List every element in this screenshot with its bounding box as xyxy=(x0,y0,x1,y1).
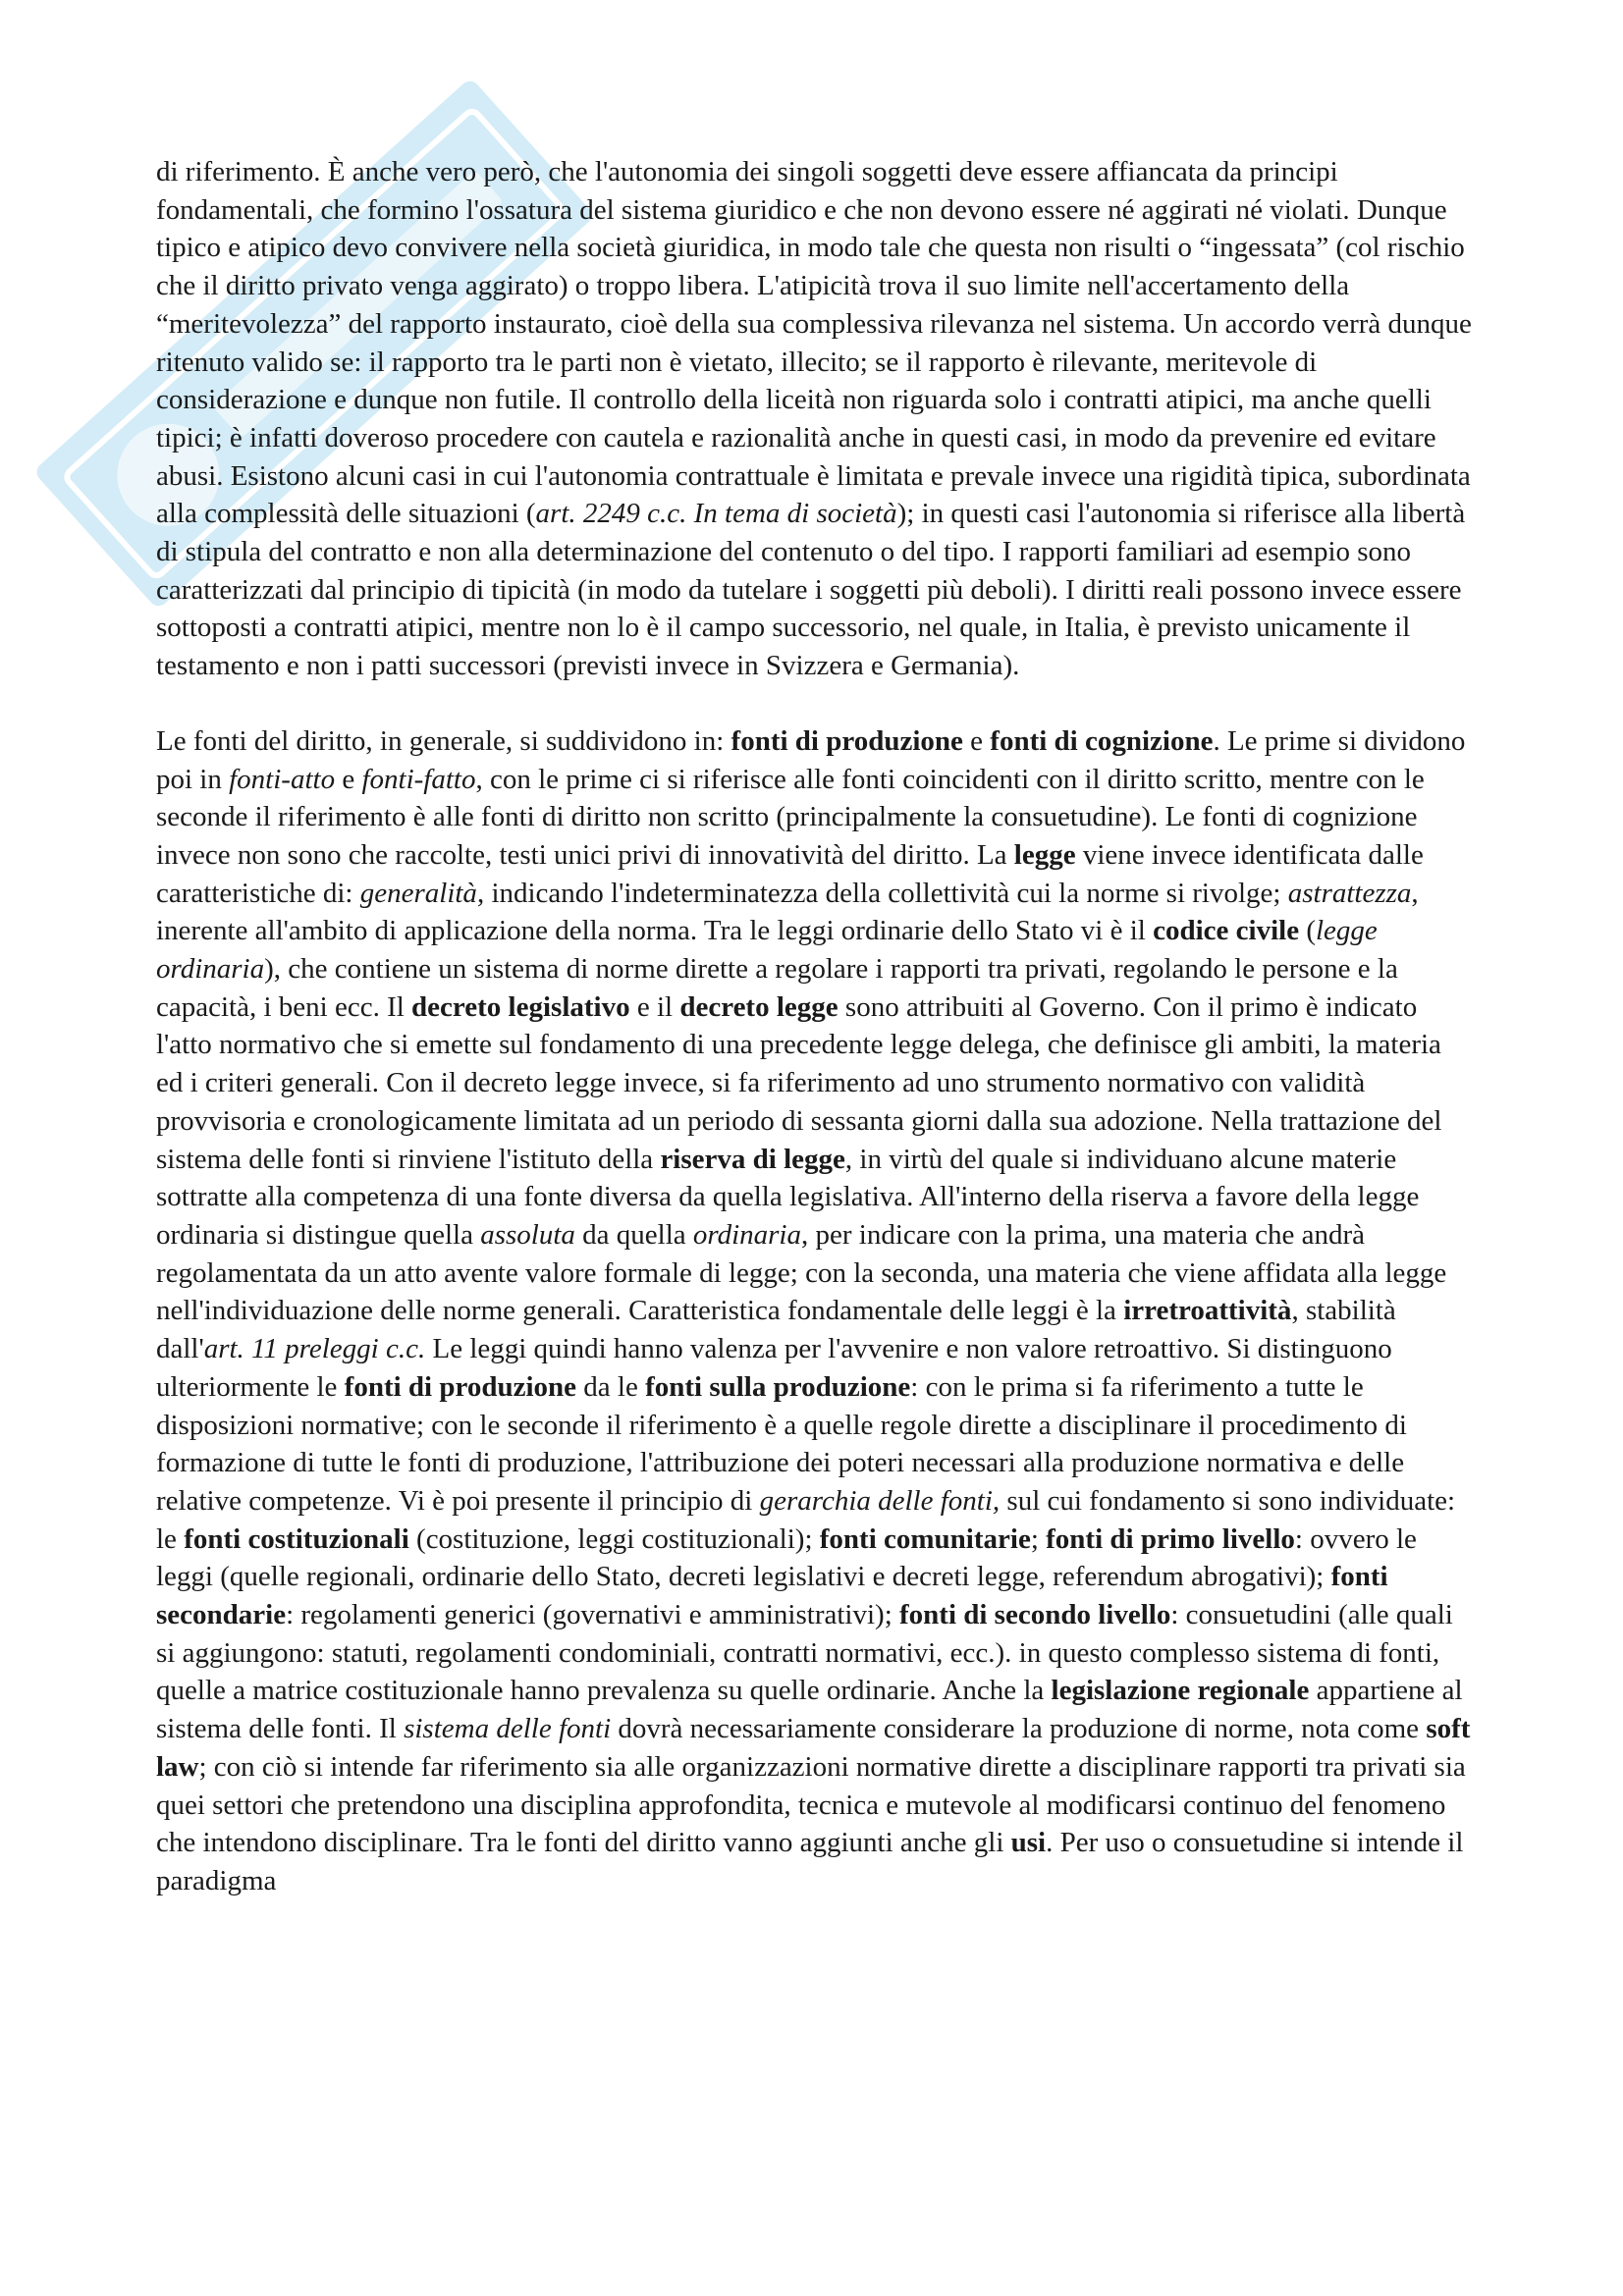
text-run: . Per uso o consuetudine si intende il paradigma xyxy=(156,1827,1464,1896)
text-run: ); in questi casi l'autonomia si riferisce alla libertà di stipula del contratto e non alla determinazione del contenuto o del tipo. I rapporti familiari ad esempio sono caratterizzati dal principio di tipicità (in modo da tutelare i soggetti più deboli). I diritti reali possono invece essere sottoposti a contratti atipici, mentre non lo è il campo successorio, nel quale, in Italia, è previsto unicamente il testamento e non i patti successori (previsti invece in Svizzera e Germania). xyxy=(156,498,1466,682)
bold-term: fonti di cognizione xyxy=(990,724,1214,757)
bold-term: fonti di produzione xyxy=(344,1370,577,1403)
bold-term: legislazione regionale xyxy=(1051,1675,1310,1707)
text-run: da le xyxy=(576,1370,646,1403)
text-run: ), che contiene un sistema di norme dirette a regolare i rapporti tra privati, regolando le persone e la capacità, i beni ecc. Il xyxy=(156,953,1398,1023)
italic-term: fonti-atto xyxy=(229,763,336,795)
text-run: ( xyxy=(1299,915,1316,947)
text-run: , con le prime ci si riferisce alle fonti coincidenti con il diritto scritto, mentre con le seconde il riferimento è alle fonti di diritto non scritto (principalmente la consuetudine). Le fonti di cognizione invece non sono che raccolte, testi unici privi di innovatività del diritto. La xyxy=(156,763,1425,871)
text-run: sono attribuiti al Governo. Con il primo è indicato l'atto normativo che si emette sul fondamento di una precedente legge delega, che definisce gli ambiti, la materia ed i criteri generali. Con il decreto legge invece, si fa riferimento ad uno strumento normativo con validità provvisoria e cronologicamente limitata ad un periodo di sessanta giorni dalla sua adozione. Nella trattazione del sistema delle fonti si rinviene l'istituto della xyxy=(156,990,1442,1175)
text-run: : con le prima si fa riferimento a tutte le disposizioni normative; con le seconde il riferimento è a quelle regole dirette a disciplinare il procedimento di formazione di tutte le fonti di produzione, l'attribuzione dei poteri necessari alla produzione normativa e delle relative competenze. Vi è poi presente il principio di xyxy=(156,1370,1407,1517)
text-run: viene invece identificata dalle caratteristiche di: xyxy=(156,838,1424,909)
italic-term: art. 2249 c.c. In tema di società xyxy=(535,498,897,530)
bold-term: legge xyxy=(1013,838,1076,871)
text-run: . Le prime si dividono poi in xyxy=(156,724,1466,795)
text-run: da quella xyxy=(574,1218,693,1251)
text-run: : ovvero le leggi (quelle regionali, ordinarie dello Stato, decreti legislativi e decreti legge, referendum abrogativi); xyxy=(156,1522,1417,1593)
bold-term: fonti sulla produzione xyxy=(645,1370,911,1403)
bold-term: fonti di secondo livello xyxy=(899,1599,1171,1631)
bold-term: irretroattività xyxy=(1123,1295,1292,1327)
italic-term: sistema delle fonti xyxy=(404,1713,612,1745)
text-run: ; con ciò si intende far riferimento sia alle organizzazioni normative dirette a disciplinare rapporti tra privati sia quei settori che pretendono una disciplina approfondita, tecnica e mutevole al modificarsi continuo del fenomeno che intendono disciplinare. Tra le fonti del diritto vanno aggiunti anche gli xyxy=(156,1750,1466,1859)
text-run: , stabilità dall' xyxy=(156,1295,1396,1365)
bold-term: fonti costituzionali xyxy=(184,1522,409,1555)
italic-term: fonti-fatto xyxy=(361,763,476,795)
bold-term: soft law xyxy=(156,1713,1471,1783)
bold-term: fonti comunitarie xyxy=(819,1522,1031,1555)
text-run: Le leggi quindi hanno valenza per l'avvenire e non valore retroattivo. Si distinguono ulteriormente le xyxy=(156,1333,1392,1403)
text-run: , inerente all'ambito di applicazione della norma. Tra le leggi ordinarie dello Stato vi è il xyxy=(156,877,1419,947)
italic-term: art. 11 preleggi c.c. xyxy=(203,1333,426,1365)
italic-term: assoluta xyxy=(480,1218,575,1251)
italic-term: generalità xyxy=(359,877,477,909)
bold-term: riserva di legge xyxy=(660,1143,845,1175)
text-run: : consuetudini (alle quali si aggiungono: statuti, regolamenti condominiali, contratti normativi, ecc.). in questo complesso sistema di fonti, quelle a matrice costituzionale hanno prevalenza su quelle ordinarie. Anche la xyxy=(156,1599,1453,1707)
bold-term: fonti di produzione xyxy=(730,724,963,757)
text-run: , per indicare con la prima, una materia che andrà regolamentata da un atto avente valore formale di legge; con la seconda, una materia che viene affidata alla legge nell'individuazione delle norme generali. Caratteristica fondamentale delle leggi è la xyxy=(156,1218,1447,1327)
text-run: di riferimento. È anche vero però, che l'autonomia dei singoli soggetti deve essere affiancata da principi fondamentali, che formino l'ossatura del sistema giuridico e che non devono essere né aggirati né violati. Dunque tipico e atipico devo convivere nella società giuridica, in modo tale che questa non risulti o “ingessata” (col rischio che il diritto privato venga aggirato) o troppo libera. L'atipicità trova il suo limite nell'accertamento della “meritevolezza” del rapporto instaurato, cioè della sua complessiva rilevanza nel sistema. Un accordo verrà dunque ritenuto valido se: il rapporto tra le parti non è vietato, illecito; se il rapporto è rilevante, meritevole di considerazione e dunque non futile. Il controllo della liceità non riguarda solo i contratti atipici, ma anche quelli tipici; è infatti doveroso procedere con cautela e razionalità anche in questi casi, in modo da prevenire ed evitare abusi. Esistono alcuni casi in cui l'autonomia contrattuale è limitata e prevale invece una rigidità tipica, subordinata alla complessità delle situazioni ( xyxy=(156,156,1472,530)
text-run: , indicando l'indeterminatezza della collettività cui la norme si rivolge; xyxy=(476,877,1288,909)
text-run: dovrà necessariamente considerare la produzione di norme, nota come xyxy=(611,1713,1427,1745)
bold-term: fonti secondarie xyxy=(156,1561,1388,1631)
text-run: ; xyxy=(1030,1522,1047,1555)
text-run: e xyxy=(335,763,362,795)
text-run: : regolamenti generici (governativi e amministrativi); xyxy=(286,1599,899,1631)
text-run: appartiene al sistema delle fonti. Il xyxy=(156,1675,1463,1745)
italic-term: legge ordinaria xyxy=(156,915,1378,986)
paragraph-1 xyxy=(156,153,1472,685)
italic-term: astrattezza xyxy=(1287,877,1412,909)
text-run: Le fonti del diritto, in generale, si suddividono in: xyxy=(156,724,731,757)
bold-term: fonti di primo livello xyxy=(1046,1522,1295,1555)
document-body xyxy=(156,153,1472,1900)
italic-term: ordinaria xyxy=(692,1218,801,1251)
text-run: sul cui fondamento si sono individuate: le xyxy=(156,1484,1456,1555)
text-run: e xyxy=(962,724,991,757)
text-run: , in virtù del quale si individuano alcune materie sottratte alla competenza di una fonte diversa da quella legislativa. All'interno della riserva a favore della legge ordinaria si distingue quella xyxy=(156,1143,1420,1251)
bold-term: decreto legge xyxy=(679,990,839,1023)
bold-term: usi xyxy=(1010,1827,1047,1859)
text-run: e il xyxy=(629,990,680,1023)
paragraph-2 xyxy=(156,722,1472,1900)
bold-term: decreto legislativo xyxy=(411,990,630,1023)
text-run: (costituzione, leggi costituzionali); xyxy=(408,1522,820,1555)
italic-term: gerarchia delle fonti, xyxy=(759,1484,1001,1517)
bold-term: codice civile xyxy=(1153,915,1300,947)
